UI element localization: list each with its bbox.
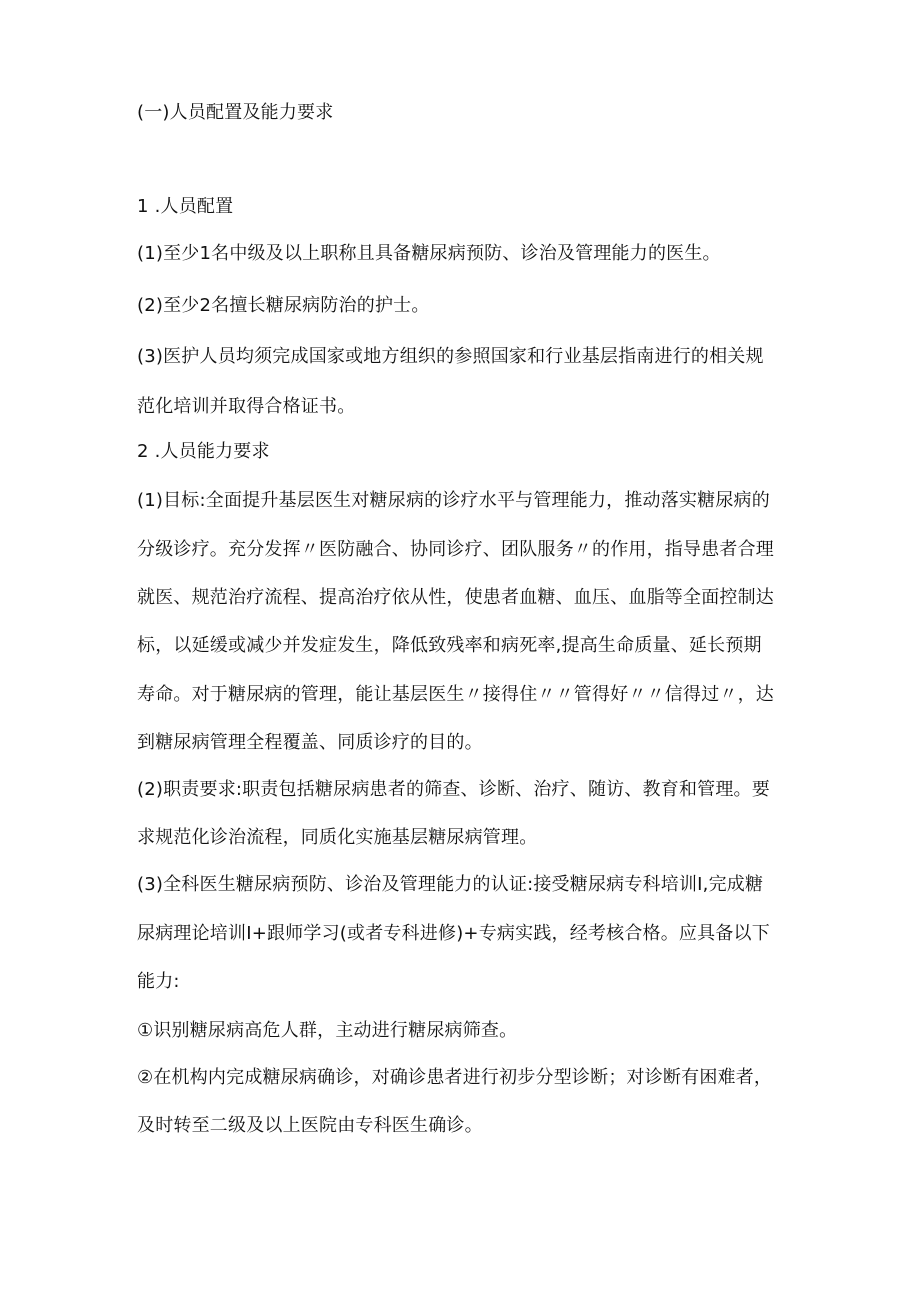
goal-line-3: 就医、规范治疗流程、提高治疗依从性，使患者血糖、血压、血脂等全面控制达 [137,587,774,608]
goal-line-2: 分级诊疗。充分发挥〃医防融合、协同诊疗、团队服务〃的作用，指导患者合理 [137,539,774,560]
paragraph-training-line-2: 范化培训并取得合格证书。 [137,396,356,417]
ability-item-2-line-1: ②在机构内完成糖尿病确诊，对确诊患者进行初步分型诊断；对诊断有困难者， [137,1067,773,1088]
goal-line-6: 到糖尿病管理全程覆盖、同质诊疗的目的。 [137,732,483,753]
heading-ability-requirements: 2 .人员能力要求 [137,441,270,462]
duty-line-2: 求规范化诊治流程，同质化实施基层糖尿病管理。 [137,827,538,848]
ability-item-1: ①识别糖尿病高危人群，主动进行糖尿病筛查。 [137,1020,518,1041]
goal-line-4: 标，以延缓或减少并发症发生，降低致残率和病死率,提高生命质量、延长预期 [137,635,762,656]
goal-line-5: 寿命。对于糖尿病的管理，能让基层医生〃接得住〃〃管得好〃〃信得过〃，达 [137,684,774,705]
ability-item-2-line-2: 及时转至二级及以上医院由专科医生确诊。 [137,1115,483,1136]
heading-staffing: 1 .人员配置 [137,196,234,217]
paragraph-training-line-1: (3)医护人员均须完成国家或地方组织的参照国家和行业基层指南进行的相关规 [137,346,764,367]
section-title: (一)人员配置及能力要求 [137,102,334,123]
goal-line-1: (1)目标:全面提升基层医生对糖尿病的诊疗水平与管理能力，推动落实糖尿病的 [137,490,770,511]
cert-line-3: 能力: [137,971,180,992]
paragraph-doctor-requirement: (1)至少1名中级及以上职称且具备糖尿病预防、诊治及管理能力的医生。 [137,243,721,264]
duty-line-1: (2)职责要求:职责包括糖尿病患者的筛查、诊断、治疗、随访、教育和管理。要 [137,779,770,800]
paragraph-nurse-requirement: (2)至少2名擅长糖尿病防治的护士。 [137,295,430,316]
cert-line-2: 尿病理论培训I+跟师学习(或者专科进修)+专病实践，经考核合格。应具备以下 [137,923,770,944]
cert-line-1: (3)全科医生糖尿病预防、诊治及管理能力的认证:接受糖尿病专科培训I,完成糖 [137,874,764,895]
